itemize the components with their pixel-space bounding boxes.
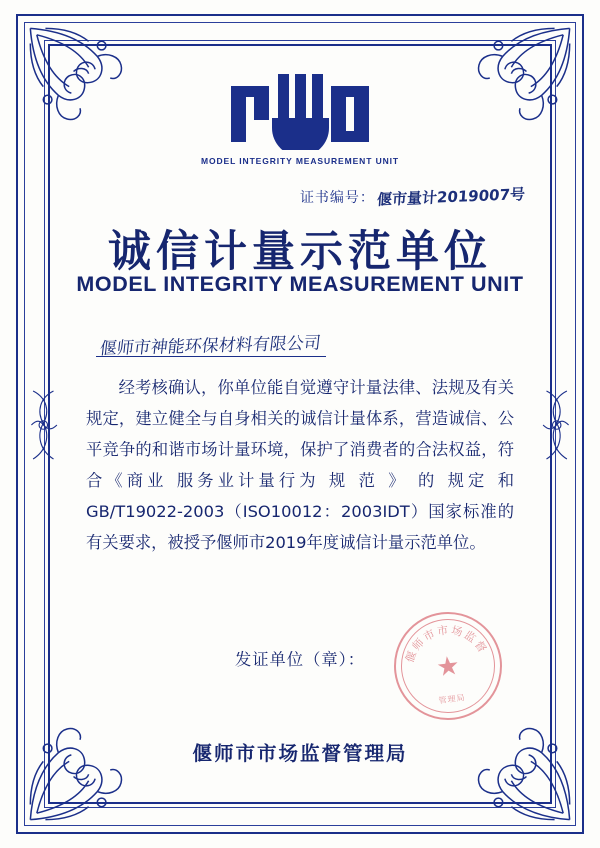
recipient-name: 偃师市神能环保材料有限公司 [98, 333, 322, 360]
certificate-title-en: MODEL INTEGRITY MEASUREMENT UNIT [76, 272, 524, 296]
logo-block [0, 72, 600, 166]
corner-ornament-icon [466, 716, 574, 824]
serial-number-row [300, 186, 525, 207]
side-ornament-icon [538, 380, 572, 470]
serial-number-label: 证书编号： [299, 190, 375, 206]
seal-bottom-text: 管理局 [438, 693, 467, 706]
body-paragraph: 经考核确认，你单位能自觉遵守计量法律、法规及有关规定，建立健全与自身相关的诚信计量体系，营造诚信、公平竞争的和谐市场计量环境，保护了消费者的合法权益，符合《商业 服务业计量行为 规 范 》 的 规定 和 GB/T19022-2003（ISO10012：2003IDT）国家标准的有关要求，被授予偃师市2019年度诚信计量示范单位。 [86, 378, 514, 552]
certificate-title-cn: 诚信计量示范单位 [108, 227, 492, 277]
corner-ornament-icon [26, 716, 134, 824]
recipient-block [96, 330, 426, 360]
mim-monogram-logo-icon [225, 72, 375, 150]
certificate-body [86, 372, 514, 558]
issuer-label: 发证单位（章）： [234, 650, 366, 669]
serial-number-value: 偃市量计2019007号 [376, 185, 526, 209]
issuing-organization: 偃师市市场监督管理局 [192, 742, 408, 765]
svg-text:偃师市市场监督: 偃师市市场监督 [403, 623, 490, 665]
side-ornament-icon [28, 380, 62, 470]
seal-star-icon: ★ [434, 649, 462, 683]
official-seal [388, 606, 508, 726]
logo-caption: MODEL INTEGRITY MEASUREMENT UNIT [200, 156, 400, 166]
